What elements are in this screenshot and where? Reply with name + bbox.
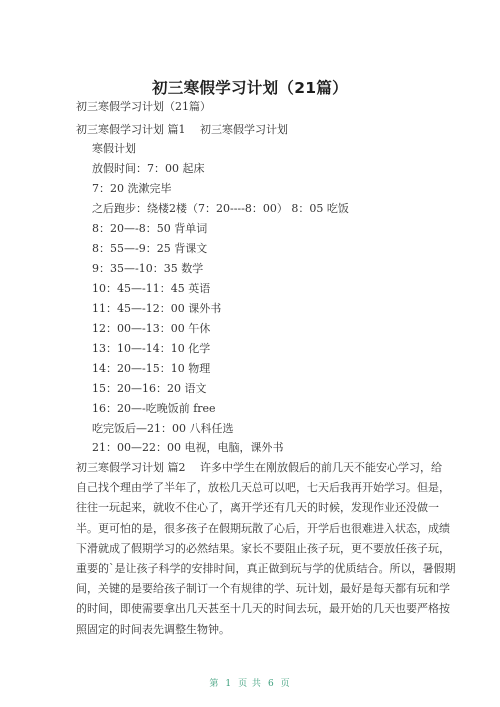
text-line: 之后跑步：绕楼2楼（7：20----8：00） 8：05 吃饭 [92, 202, 349, 215]
paragraph-line: 半。更可怕的是，很多孩子在假期玩散了心后，开学后也很难进入状态，成绩 [76, 521, 450, 535]
text-line: 10：45—-11：45 英语 [92, 282, 211, 295]
paragraph-line: 重要的`是让孩子科学的安排时间，真正做到玩与学的优质结合。所以，暑假期 [76, 562, 456, 576]
paragraph-line: 下滑就成了假期学习的必然结果。家长不要阻止孩子玩，更不要放任孩子玩， [76, 541, 450, 555]
document-title: 初三寒假学习计划（21篇） [152, 79, 348, 97]
text-line: 初三寒假学习计划 篇1 初三寒假学习计划 [76, 123, 288, 136]
text-line: 9：35—-10：35 数学 [92, 262, 204, 275]
paragraph-line: 照固定的时间表先调整生物钟。 [76, 622, 230, 636]
footer-label: 页 [280, 679, 291, 689]
text-line: 初三寒假学习计划（21篇） [76, 100, 211, 113]
text-line: 13：10—-14：10 化学 [92, 342, 211, 355]
text-line: 11：45—-12：00 课外书 [92, 302, 222, 315]
text-line: 吃完饭后—21：00 八科任选 [92, 422, 234, 435]
page-number: 1 [225, 679, 233, 689]
paragraph-line: 自己找个理由学了半年了，放松几天总可以吧，七天后我再开始学习。但是， [76, 481, 450, 495]
paragraph-line: 间，关键的是要给孩子制订一个有规律的学、玩计划，最好是每天都有玩和学 [76, 582, 450, 596]
paragraph-line: 往往一玩起来，就收不住心了，离开学还有几天的时候，发现作业还没做一 [76, 501, 439, 515]
text-line: 8：20—-8：50 背单词 [92, 222, 208, 235]
footer-label: 第 [209, 679, 220, 689]
text-line: 7：20 洗漱完毕 [92, 182, 172, 195]
paragraph-line: 初三寒假学习计划 篇2 许多中学生在刚放假后的前几天不能安心学习，给 [76, 461, 442, 474]
page-total: 6 [267, 679, 275, 689]
page-footer [0, 676, 500, 689]
text-line: 寒假计划 [92, 142, 136, 155]
text-line: 21：00—22：00 电视，电脑，课外书 [92, 441, 284, 454]
text-line: 15：20—16：20 语文 [92, 382, 207, 395]
text-line: 8：55—-9：25 背课文 [92, 242, 208, 255]
text-line: 16：20—-吃晚饭前 free [92, 402, 216, 415]
text-line: 12：00—-13：00 午休 [92, 322, 211, 335]
footer-label: 页 共 [238, 679, 262, 689]
paragraph-line: 的时间，即使需要拿出几天甚至十几天的时间去玩，最开始的几天也要严格按 [76, 602, 450, 616]
text-line: 放假时间：7：00 起床 [92, 162, 205, 175]
text-line: 14：20—-15：10 物理 [92, 362, 211, 375]
body-paragraph [76, 458, 456, 640]
